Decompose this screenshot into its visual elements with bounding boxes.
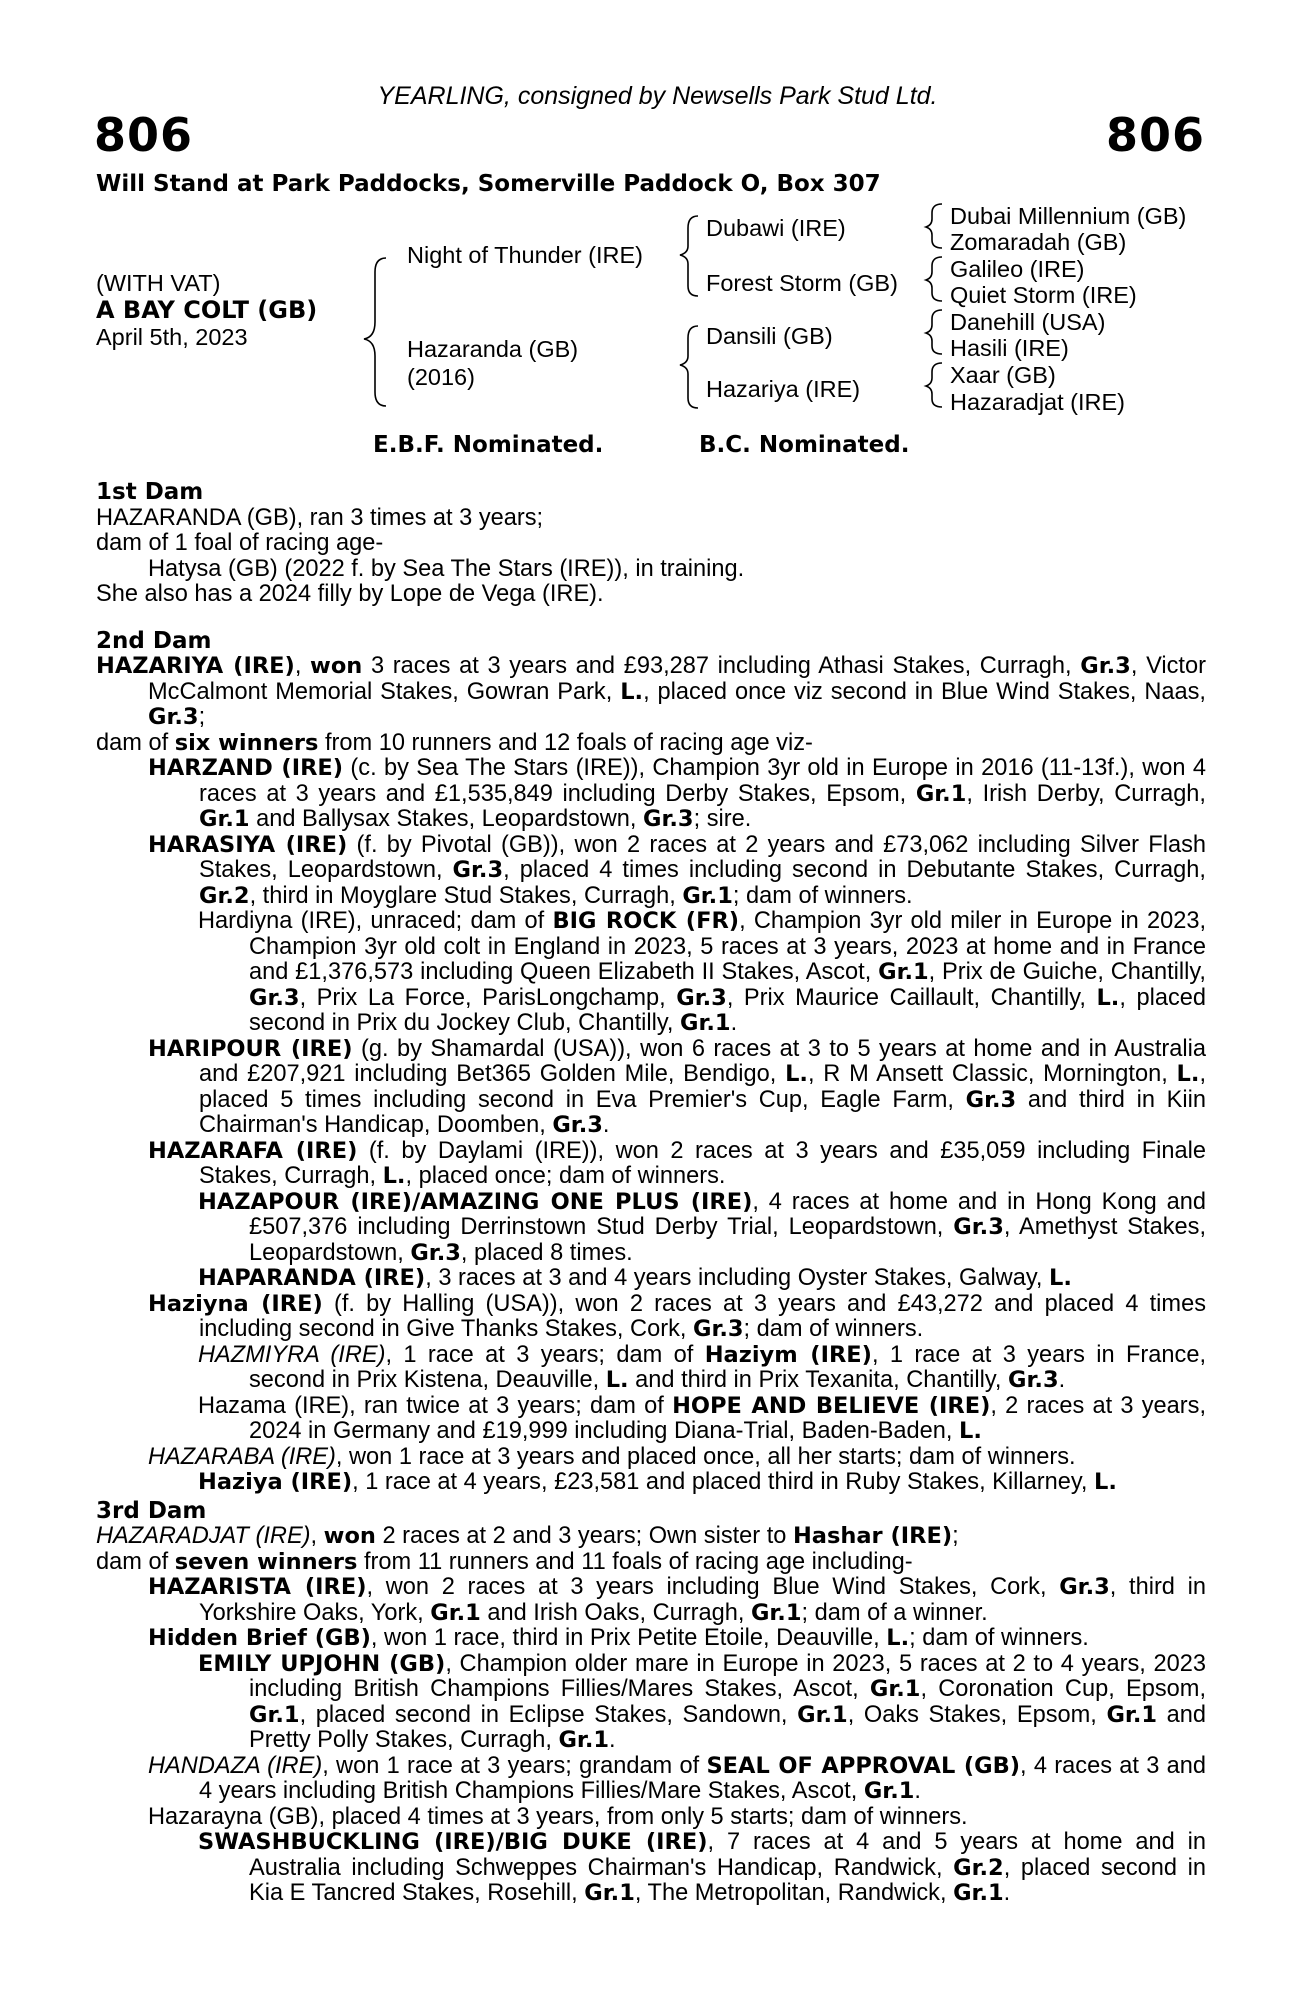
produce-entry: HAZMIYRA (IRE), 1 race at 3 years; dam of Haziym (IRE), 1 race at 3 years in France, second in Prix Kistena, Deauville, L. and third in Prix Texanita, Chantilly, Gr.3.: [198, 1341, 1207, 1393]
dam-of-line: dam of six winners from 10 runners and 12 foals of racing age viz-: [96, 729, 813, 756]
ebf-nomination: E.B.F. Nominated.: [373, 432, 604, 458]
consignment-line: YEARLING, consigned by Newsells Park Stud Ltd.: [377, 82, 938, 110]
produce-entry: Haziya (IRE), 1 race at 4 years, £23,581 and placed third in Ruby Stakes, Killarney, L.: [198, 1469, 1117, 1495]
produce-entry: HARASIYA (IRE) (f. by Pivotal (GB)), won 2 races at 2 years and £73,062 including Silver Flash Stakes, Leopardstown, Gr.3, placed 4 times including second in Debutante Stakes, Curragh, Gr.2, third in Moyglare Stud Stakes, Curragh, Gr.1; dam of winners.: [148, 831, 1206, 909]
produce-entry: Hidden Brief (GB), won 1 race, third in Prix Petite Etoile, Deauville, L.; dam of winners.: [148, 1625, 1089, 1651]
produce-entry: HAZAPOUR (IRE)/AMAZING ONE PLUS (IRE), 4 races at home and in Hong Kong and £507,376 including Derrinstown Stud Derby Trial, Leopardstown, Gr.3, Amethyst Stakes, Leopardstown, Gr.3, placed 8 times.: [198, 1188, 1206, 1266]
produce-entry: HAZARAFA (IRE) (f. by Daylami (IRE)), won 2 races at 3 years and £35,059 including Finale Stakes, Curragh, L., placed once; dam of winners.: [148, 1137, 1206, 1189]
pedigree-g3-6: Hasili (IRE): [950, 335, 1069, 361]
pedigree-dam-sire: Dansili (GB): [706, 323, 833, 349]
foaling-date: April 5th, 2023: [96, 324, 248, 350]
produce-entry: HANDAZA (IRE), won 1 race at 3 years; grandam of SEAL OF APPROVAL (GB), 4 races at 3 and 4 years including British Champions Fillies/Mare Stakes, Ascot, Gr.1.: [148, 1752, 1207, 1804]
pedigree-g3-1: Dubai Millennium (GB): [950, 203, 1187, 229]
dam-entry: HAZARIYA (IRE), won 3 races at 3 years and £93,287 including Athasi Stakes, Curragh, Gr.3, Victor McCalmont Memorial Stakes, Gowran Park, L., placed once viz second in Blue Wind Stakes, Naas, Gr.3;: [96, 653, 1206, 730]
lot-number-left: 806: [94, 108, 194, 162]
pedigree-g3-2: Zomaradah (GB): [950, 229, 1127, 255]
horse-name: A BAY COLT (GB): [96, 296, 318, 324]
vat-note: (WITH VAT): [96, 270, 221, 296]
pedigree-dam: Hazaranda (GB): [407, 336, 579, 362]
first-dam-line: HAZARANDA (GB), ran 3 times at 3 years;: [96, 504, 544, 531]
pedigree-g3-4: Quiet Storm (IRE): [950, 282, 1137, 308]
produce-entry: Hardiyna (IRE), unraced; dam of BIG ROCK (FR), Champion 3yr old miler in Europe in 2023, Champion 3yr old colt in England in 2023, 5 races at 3 years, 2023 at home and in France and £1,376,573 including Queen Elizabeth II Stakes, Ascot, Gr.1, Prix de Guiche, Chantilly, Gr.3, Prix La Force, ParisLongchamp, Gr.3, Prix Maurice Caillault, Chantilly, L., placed second in Prix du Jockey Club, Chantilly, Gr.1.: [198, 908, 1207, 1036]
pedigree-g3-8: Hazaradjat (IRE): [950, 389, 1125, 415]
dam-of-line: dam of seven winners from 11 runners and 11 foals of racing age including-: [96, 1548, 913, 1575]
produce-entry: HARIPOUR (IRE) (g. by Shamardal (USA)), won 6 races at 3 to 5 years at home and in Australia and £207,921 including Bet365 Golden Mile, Bendigo, L., R M Ansett Classic, Mornington, L., placed 5 times including second in Eva Premier's Cup, Eagle Farm, Gr.3 and third in Kiin Chairman's Handicap, Doomben, Gr.3.: [148, 1035, 1207, 1138]
produce-entry: HAZARABA (IRE), won 1 race at 3 years and placed once, all her starts; dam of winners.: [148, 1443, 1076, 1470]
first-dam-line: dam of 1 foal of racing age-: [96, 530, 384, 556]
first-dam-line: She also has a 2024 filly by Lope de Vega (IRE).: [96, 581, 604, 607]
pedigree-sire: Night of Thunder (IRE): [407, 242, 643, 268]
pedigree-sire-dam: Forest Storm (GB): [706, 270, 898, 296]
bc-nomination: B.C. Nominated.: [699, 432, 910, 458]
produce-entry: EMILY UPJOHN (GB), Champion older mare in Europe in 2023, 5 races at 2 to 4 years, 2023 including British Champions Fillies/Mares Stakes, Ascot, Gr.1, Coronation Cup, Epsom, Gr.1, placed second in Eclipse Stakes, Sandown, Gr.1, Oaks Stakes, Epsom, Gr.1 and Pretty Polly Stakes, Curragh, Gr.1.: [198, 1650, 1207, 1753]
dam-entry: HAZARADJAT (IRE), won 2 races at 2 and 3 years; Own sister to Hashar (IRE);: [96, 1523, 959, 1549]
pedigree-g3-5: Danehill (USA): [950, 309, 1106, 335]
produce-record: [96, 480, 1206, 1907]
pedigree-dam-dam: Hazariya (IRE): [706, 376, 861, 402]
produce-entry: Hazama (IRE), ran twice at 3 years; dam of HOPE AND BELIEVE (IRE), 2 races at 3 years, 2024 in Germany and £19,999 including Diana-Trial, Baden-Baden, L.: [198, 1392, 1206, 1444]
produce-entry: HAZARISTA (IRE), won 2 races at 3 years including Blue Wind Stakes, Cork, Gr.3, third in Yorkshire Oaks, York, Gr.1 and Irish Oaks, Curragh, Gr.1; dam of a winner.: [148, 1574, 1206, 1626]
produce-entry: Hazarayna (GB), placed 4 times at 3 years, from only 5 starts; dam of winners.: [148, 1803, 968, 1830]
pedigree-g3-3: Galileo (IRE): [950, 256, 1085, 282]
first-dam-line: Hatysa (GB) (2022 f. by Sea The Stars (IRE)), in training.: [148, 555, 745, 582]
third-dam-heading: 3rd Dam: [96, 1497, 207, 1524]
stabling-location: Will Stand at Park Paddocks, Somerville Paddock O, Box 307: [96, 171, 881, 197]
lot-number-right: 806: [1105, 108, 1205, 162]
second-dam-heading: 2nd Dam: [96, 627, 212, 654]
produce-entry: HARZAND (IRE) (c. by Sea The Stars (IRE)), Champion 3yr old in Europe in 2016 (11-13f.), won 4 races at 3 years and £1,535,849 including Derby Stakes, Epsom, Gr.1, Irish Derby, Curragh, Gr.1 and Ballysax Stakes, Leopardstown, Gr.3; sire.: [148, 755, 1206, 832]
pedigree-dam-year: (2016): [407, 364, 475, 390]
produce-entry: Haziyna (IRE) (f. by Halling (USA)), won 2 races at 3 years and £43,272 and placed 4 times including second in Give Thanks Stakes, Cork, Gr.3; dam of winners.: [148, 1290, 1206, 1342]
first-dam-heading: 1st Dam: [96, 479, 204, 505]
pedigree-sire-sire: Dubawi (IRE): [706, 215, 846, 241]
produce-entry: SWASHBUCKLING (IRE)/BIG DUKE (IRE), 7 races at 4 and 5 years at home and in Australia including Schweppes Chairman's Handicap, Randwick, Gr.2, placed second in Kia E Tancred Stakes, Rosehill, Gr.1, The Metropolitan, Randwick, Gr.1.: [198, 1829, 1207, 1906]
produce-entry: HAPARANDA (IRE), 3 races at 3 and 4 years including Oyster Stakes, Galway, L.: [198, 1265, 1072, 1291]
pedigree-g3-7: Xaar (GB): [950, 362, 1056, 388]
